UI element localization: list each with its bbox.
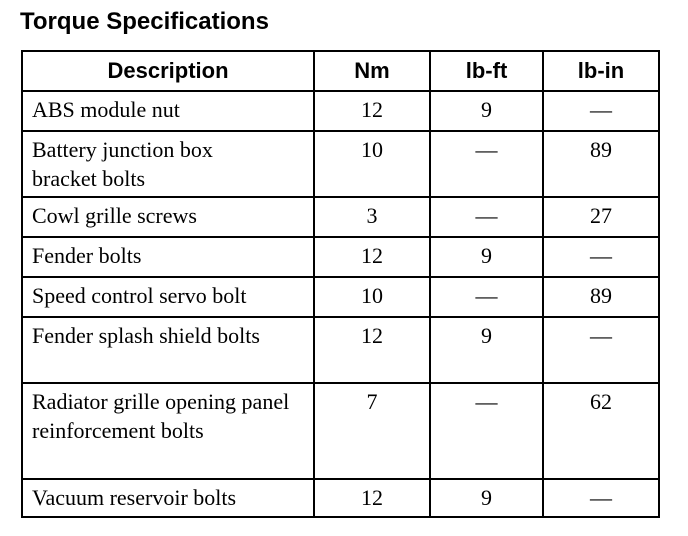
row-nm: 12: [314, 479, 430, 517]
table-row: [22, 317, 659, 383]
row-description: Vacuum reservoir bolts: [22, 479, 314, 517]
row-lb-in: —: [543, 479, 659, 517]
table-row: [22, 197, 659, 237]
row-nm: 10: [314, 277, 430, 317]
table-header-row: [22, 51, 659, 91]
row-lb-ft: 9: [430, 237, 543, 277]
row-lb-in: 27: [543, 197, 659, 237]
row-nm: 7: [314, 383, 430, 479]
row-description: Speed control servo bolt: [22, 277, 314, 317]
row-description: Fender bolts: [22, 237, 314, 277]
row-nm: 10: [314, 131, 430, 197]
row-nm: 12: [314, 237, 430, 277]
table-row: [22, 383, 659, 479]
row-lb-in: 89: [543, 277, 659, 317]
row-description: ABS module nut: [22, 91, 314, 131]
header-description: Description: [22, 51, 314, 91]
table-row: [22, 91, 659, 131]
row-lb-ft: 9: [430, 91, 543, 131]
table-row: [22, 237, 659, 277]
row-lb-ft: 9: [430, 479, 543, 517]
row-nm: 12: [314, 91, 430, 131]
header-nm: Nm: [314, 51, 430, 91]
row-description: Cowl grille screws: [22, 197, 314, 237]
header-lb-ft: lb-ft: [430, 51, 543, 91]
row-nm: 3: [314, 197, 430, 237]
row-description: Radiator grille opening panel reinforcement bolts: [22, 383, 314, 479]
row-lb-ft: —: [430, 277, 543, 317]
row-lb-ft: —: [430, 383, 543, 479]
page-title: Torque Specifications: [20, 8, 269, 35]
torque-spec-table: [21, 50, 660, 518]
row-lb-ft: 9: [430, 317, 543, 383]
row-lb-ft: —: [430, 197, 543, 237]
header-lb-in: lb-in: [543, 51, 659, 91]
row-lb-in: —: [543, 317, 659, 383]
row-lb-ft: —: [430, 131, 543, 197]
row-lb-in: —: [543, 237, 659, 277]
table-row: [22, 131, 659, 197]
row-lb-in: 62: [543, 383, 659, 479]
row-lb-in: —: [543, 91, 659, 131]
row-nm: 12: [314, 317, 430, 383]
row-description: Fender splash shield bolts: [22, 317, 314, 383]
table-row: [22, 277, 659, 317]
table-row: [22, 479, 659, 517]
row-lb-in: 89: [543, 131, 659, 197]
row-description: Battery junction box bracket bolts: [22, 131, 314, 197]
